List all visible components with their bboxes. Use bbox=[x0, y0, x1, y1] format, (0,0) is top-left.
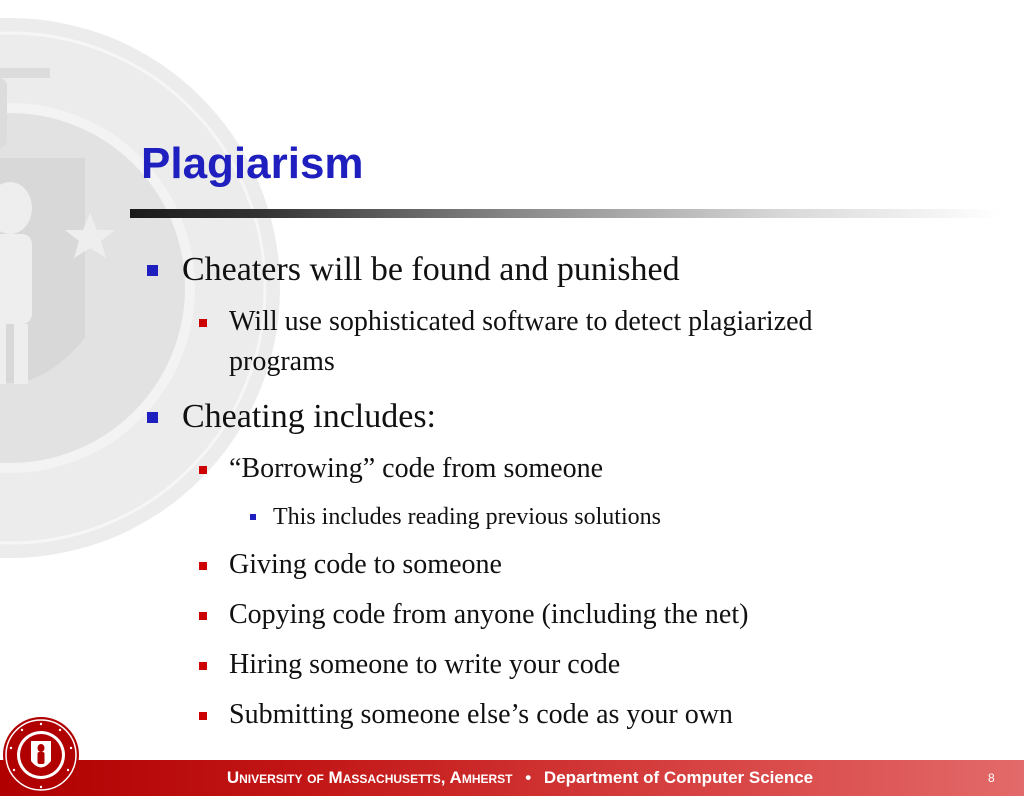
list-item: Cheating includes: bbox=[182, 398, 437, 435]
level2-bullet-icon bbox=[199, 612, 207, 620]
level3-bullet-icon bbox=[250, 514, 256, 520]
footer-department: Department of Computer Science bbox=[543, 768, 814, 787]
list-item: Copying code from anyone (including the net) bbox=[229, 599, 749, 630]
slide-title: Plagiarism bbox=[141, 139, 364, 188]
footer-separator: • bbox=[525, 768, 532, 787]
list-item: Will use sophisticated software to detect plagiarized bbox=[229, 306, 813, 337]
list-item: Submitting someone else’s code as your own bbox=[229, 699, 733, 730]
page-number: 8 bbox=[988, 771, 995, 785]
list-item: “Borrowing” code from someone bbox=[229, 453, 603, 484]
footer-text bbox=[160, 768, 880, 788]
level2-bullet-icon bbox=[199, 662, 207, 670]
level1-bullet-icon bbox=[147, 412, 158, 423]
level2-bullet-icon bbox=[199, 466, 207, 474]
level1-bullet-icon bbox=[147, 265, 158, 276]
list-item: Hiring someone to write your code bbox=[229, 649, 621, 680]
footer-university: University of Massachusetts, Amherst bbox=[226, 768, 513, 787]
university-seal-logo-icon bbox=[2, 716, 80, 794]
level2-bullet-icon bbox=[199, 712, 207, 720]
level2-bullet-icon bbox=[199, 319, 207, 327]
level2-bullet-icon bbox=[199, 562, 207, 570]
list-item: Cheaters will be found and punished bbox=[182, 251, 680, 288]
list-item: This includes reading previous solutions bbox=[273, 504, 661, 530]
list-item: Giving code to someone bbox=[229, 549, 502, 580]
list-item-continuation: programs bbox=[229, 346, 335, 377]
